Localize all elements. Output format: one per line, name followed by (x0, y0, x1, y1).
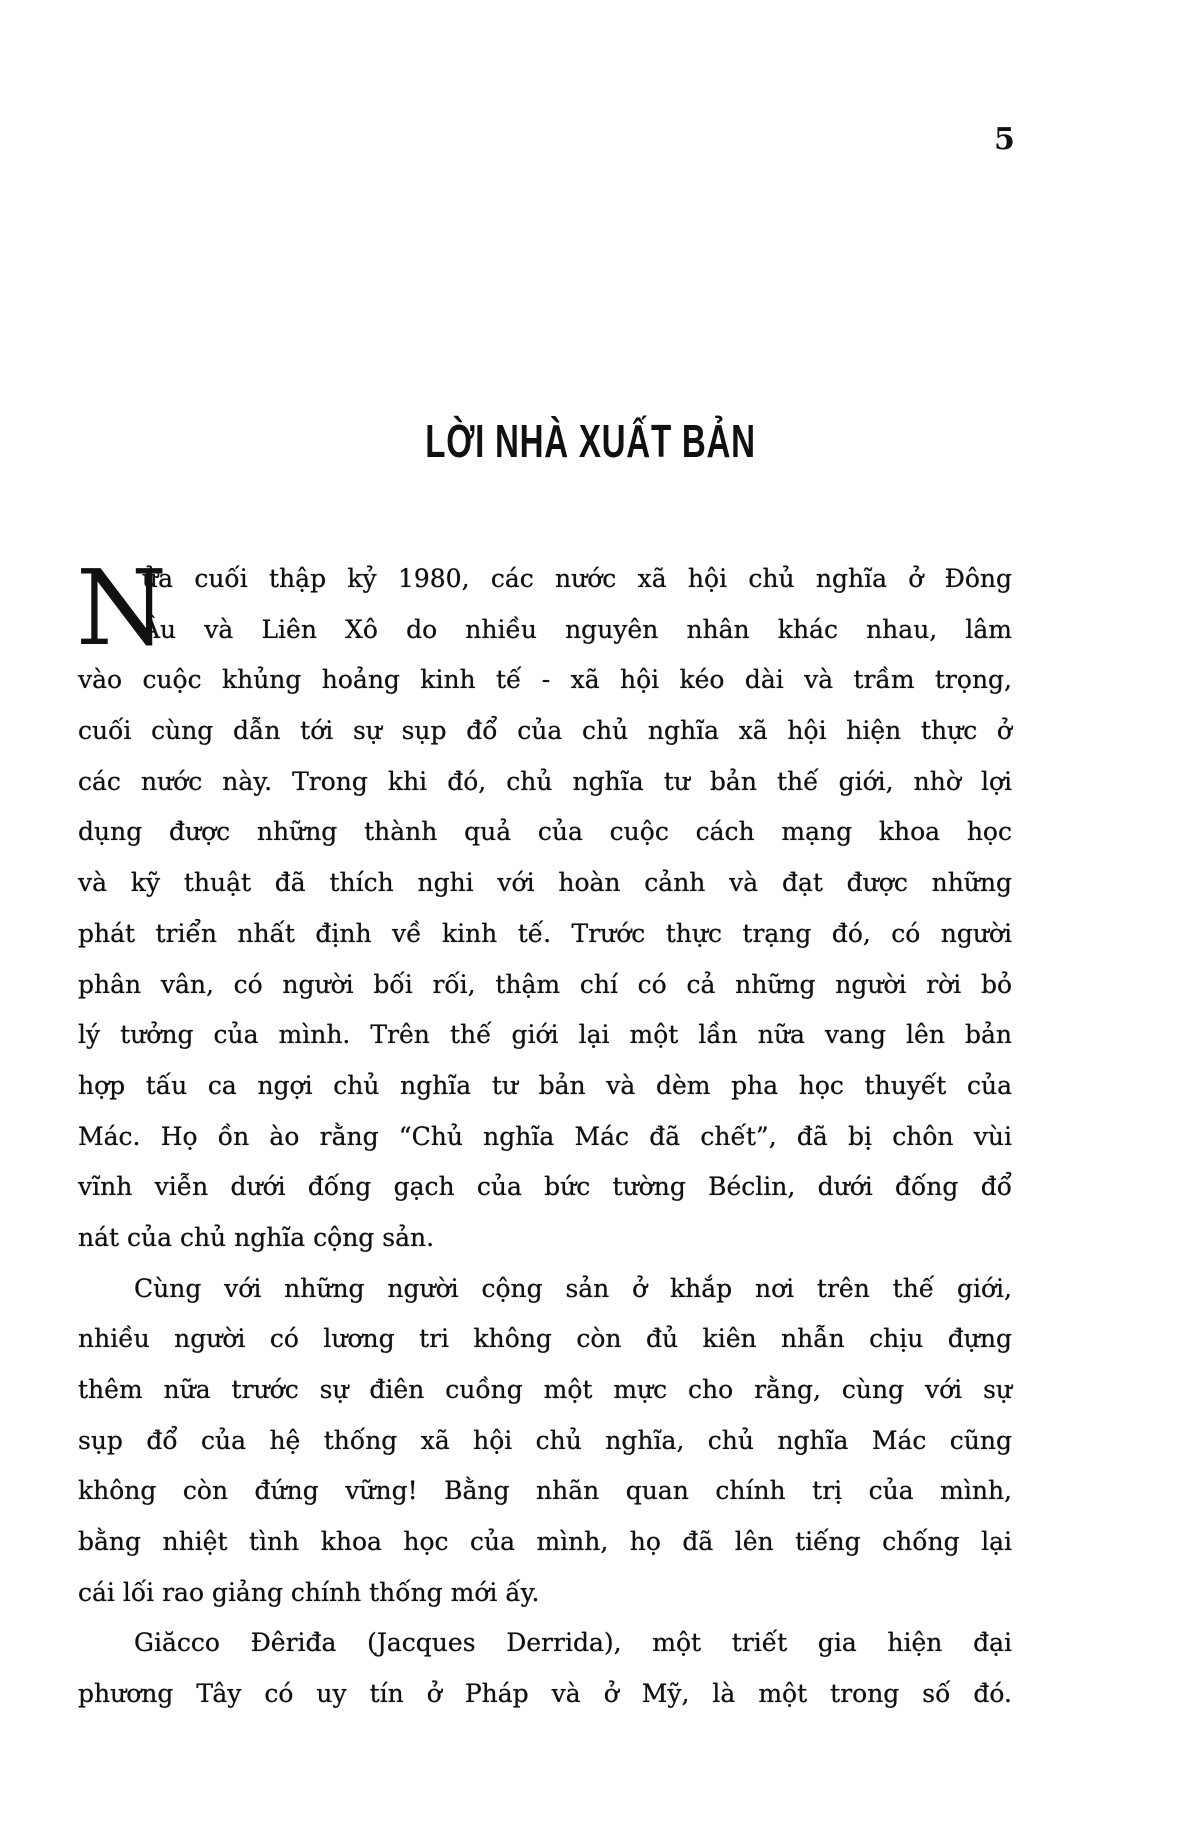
drop-cap: N (76, 547, 167, 669)
text-line: lý tưởng của mình. Trên thế giới lại một lần nữa vang lên bản (78, 1020, 1012, 1050)
text-line: Cùng với những người cộng sản ở khắp nơi trên thế giới, (134, 1273, 1012, 1303)
text-line: bằng nhiệt tình khoa học của mình, họ đã lên tiếng chống lại (78, 1527, 1012, 1557)
text-line: nhiều người có lương tri không còn đủ kiên nhẫn chịu đựng (78, 1324, 1012, 1354)
text-line: Mác. Họ ồn ào rằng “Chủ nghĩa Mác đã chết”, đã bị chôn vùi (78, 1121, 1012, 1151)
text-line: phân vân, có người bối rối, thậm chí có cả những người rời bỏ (78, 969, 1012, 999)
text-line: Âu và Liên Xô do nhiều nguyên nhân khác nhau, lâm (142, 614, 1012, 644)
text-line: và kỹ thuật đã thích nghi với hoàn cảnh và đạt được những (78, 868, 1012, 898)
text-line: không còn đứng vững! Bằng nhãn quan chính trị của mình, (78, 1476, 1012, 1506)
text-line: các nước này. Trong khi đó, chủ nghĩa tư bản thế giới, nhờ lợi (78, 766, 1012, 796)
text-line: dụng được những thành quả của cuộc cách mạng khoa học (78, 817, 1012, 847)
text-line: thêm nữa trước sự điên cuồng một mực cho rằng, cùng với sự (78, 1375, 1012, 1404)
text-line: Giăcco Đêriđa (Jacques Derrida), một triết gia hiện đại (134, 1628, 1012, 1658)
text-line: phát triển nhất định về kinh tế. Trước thực trạng đó, có người (78, 918, 1012, 948)
text-line: vĩnh viễn dưới đống gạch của bức tường Béclin, dưới đống đổ (78, 1172, 1012, 1202)
chapter-title: LỜI NHÀ XUẤT BẢN (424, 415, 756, 467)
body-text (76, 547, 1012, 1720)
chapter-title-wrap (0, 414, 1180, 468)
text-line: vào cuộc khủng hoảng kinh tế - xã hội kéo dài và trầm trọng, (78, 665, 1012, 695)
text-line: cuối cùng dẫn tới sự sụp đổ của chủ nghĩa xã hội hiện thực ở (78, 716, 1012, 746)
text-line: nát của chủ nghĩa cộng sản. (78, 1222, 435, 1252)
text-line: hợp tấu ca ngợi chủ nghĩa tư bản và dèm pha học thuyết của (78, 1070, 1012, 1100)
text-line: phương Tây có uy tín ở Pháp và ở Mỹ, là một trong số đó. (78, 1679, 1012, 1709)
page-number: 5 (994, 122, 1015, 157)
text-line: ửa cuối thập kỷ 1980, các nước xã hội chủ nghĩa ở Đông (142, 564, 1012, 593)
text-line: cái lối rao giảng chính thống mới ấy. (78, 1577, 540, 1607)
text-line: sụp đổ của hệ thống xã hội chủ nghĩa, chủ nghĩa Mác cũng (78, 1425, 1012, 1455)
